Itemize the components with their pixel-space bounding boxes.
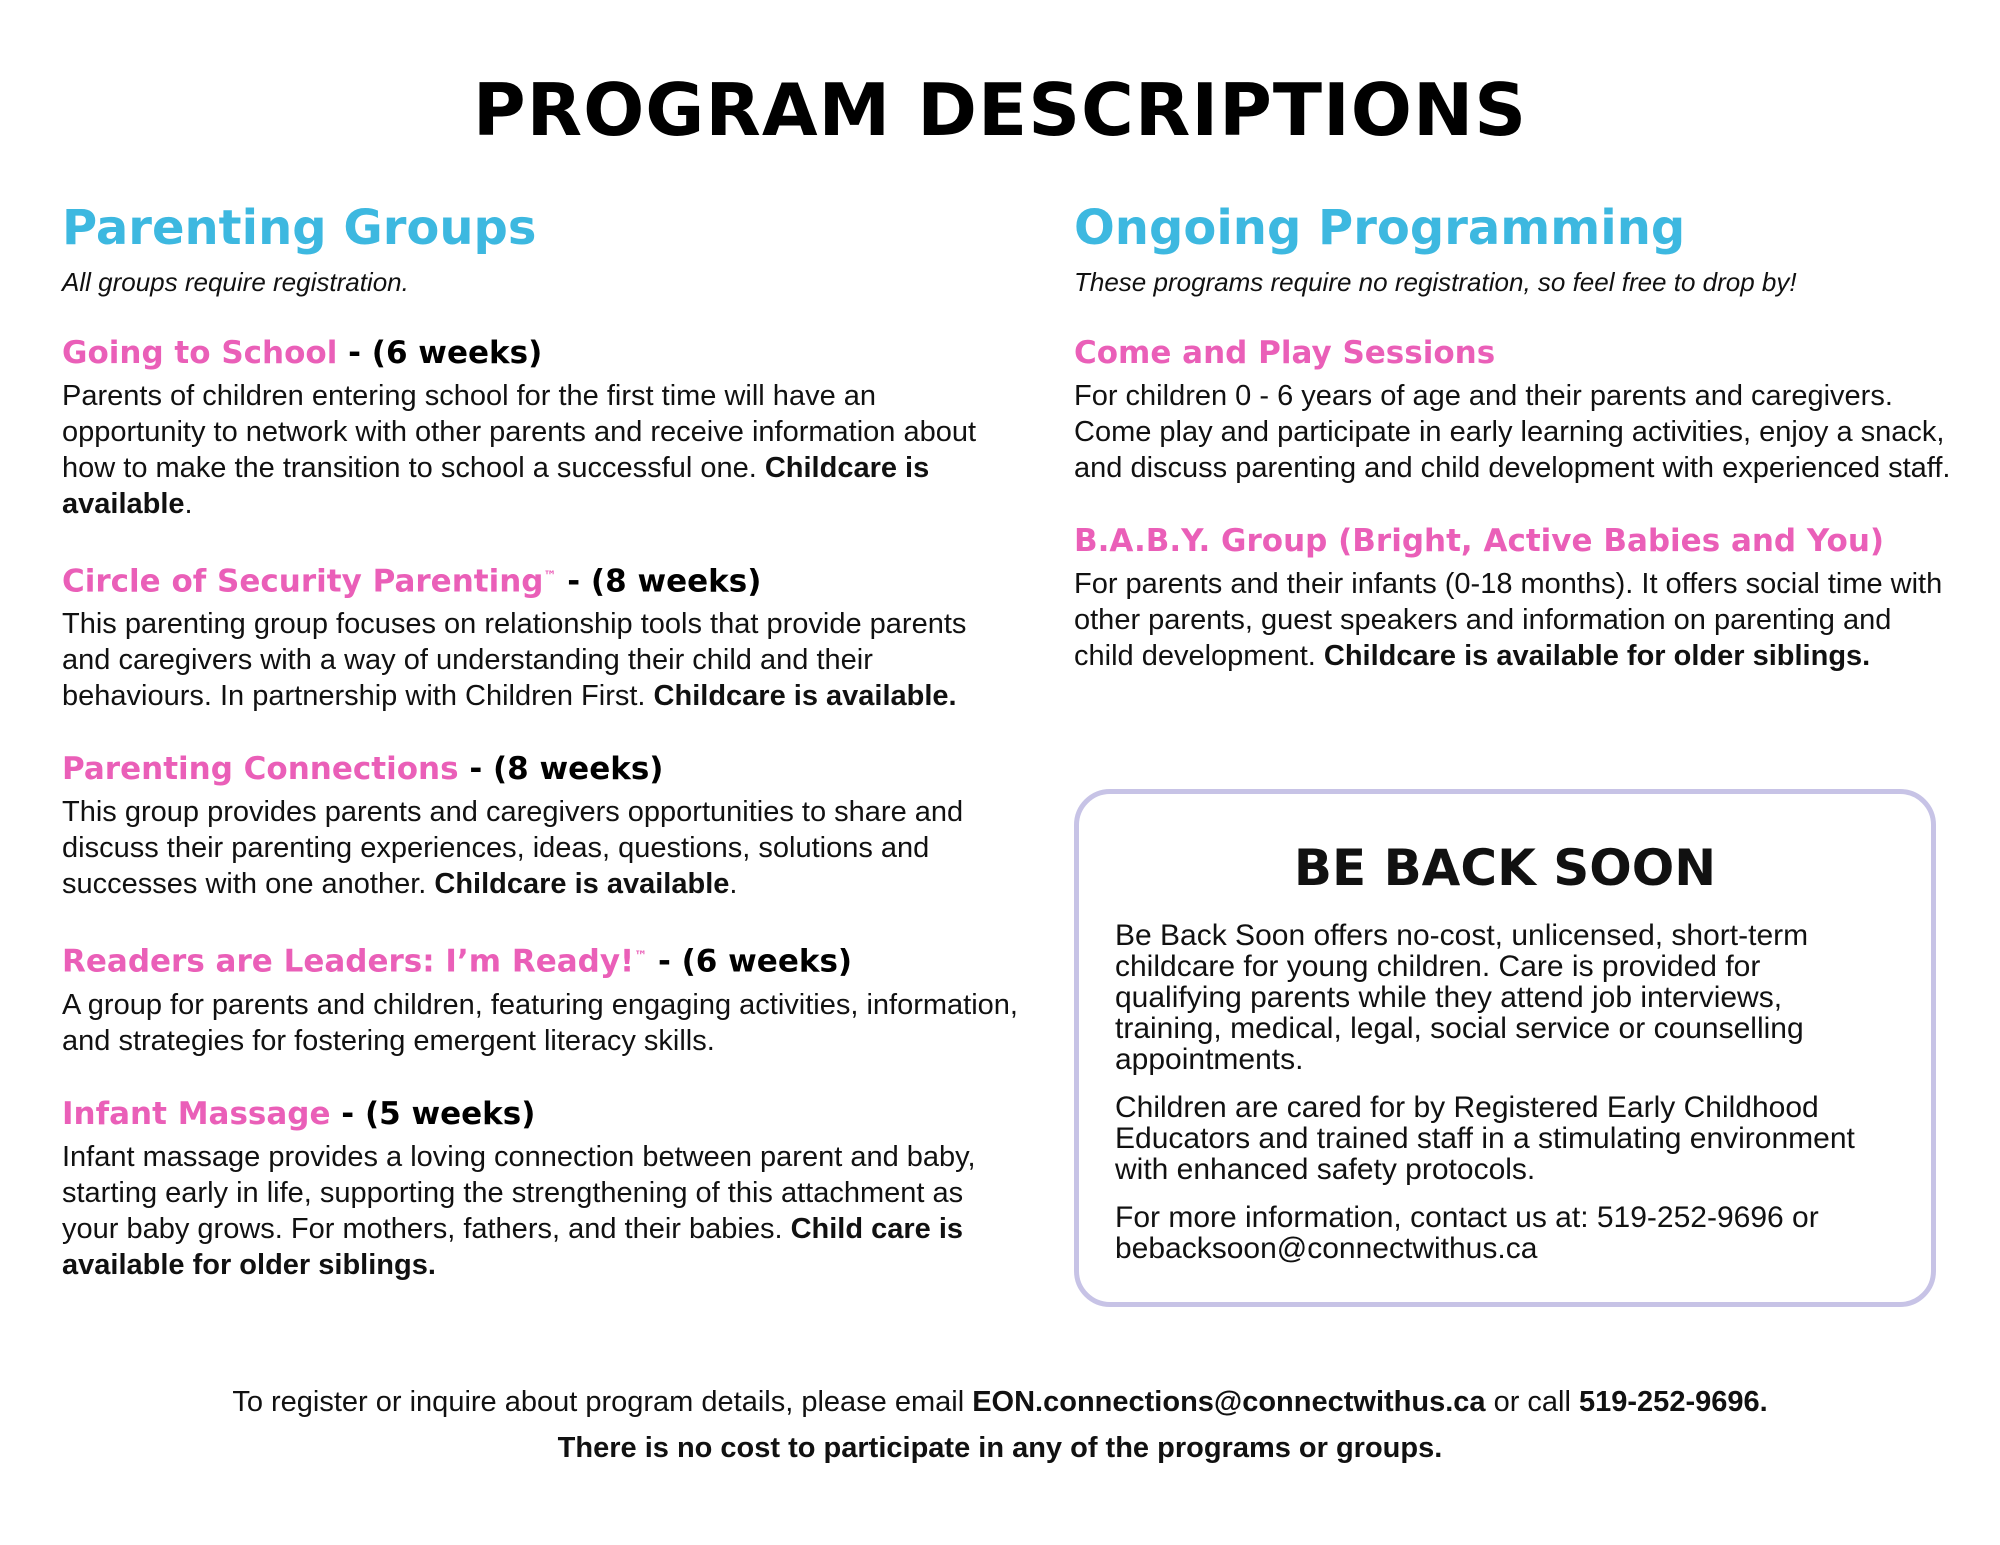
- be-back-soon-description: Be Back Soon offers no-cost, unlicensed, short-term childcare for young children. Care is provided for qualifying parents while they attend job interviews, training, medical, legal, social service or counselling appointments.: [1115, 919, 1809, 1076]
- program-name: B.A.B.Y. Group (Bright, Active Babies and You): [1074, 523, 1885, 559]
- program-heading: [62, 556, 1022, 602]
- program-description: [62, 794, 1022, 902]
- program-description-text: A group for parents and children, featuring engaging activities, information, and strategies for fostering emergent literacy skills.: [62, 988, 1018, 1057]
- footer-or-call-text: or call: [1485, 1386, 1580, 1418]
- program-duration: - (8 weeks): [556, 563, 762, 600]
- program-name: Going to School: [62, 335, 338, 371]
- footer-email-link[interactable]: EON.connections@connectwithus.ca: [972, 1386, 1486, 1418]
- footer-register-text: To register or inquire about program details, please email: [232, 1386, 973, 1418]
- program-childcare-note: Childcare is available: [434, 868, 730, 901]
- program-childcare-note: Childcare is available for older siblings.: [1323, 640, 1871, 672]
- program-description-text: For parents and their infants (0-18 months). It offers social time with other parents, guest speakers and information on parenting and child development.: [1074, 568, 1943, 672]
- program-heading: [62, 936, 1022, 982]
- program-item: [1074, 520, 1954, 674]
- program-item: [1074, 332, 1954, 486]
- program-description: [1074, 378, 1954, 486]
- program-description-text: This parenting group focuses on relationship tools that provide parents and caregivers with a way of understanding their child and their behaviours. In partnership with Children First.: [62, 608, 967, 713]
- page-title: PROGRAM DESCRIPTIONS: [472, 68, 1528, 152]
- program-description-text: For children 0 - 6 years of age and their parents and caregivers. Come play and participate in early learning activities, enjoy a snack, and discuss parenting and child development with experienced staff.: [1074, 380, 1951, 484]
- be-back-soon-contact: For more information, contact us at: 519-252-9696 or bebacksoon@connectwithus.ca: [1115, 1201, 1819, 1265]
- program-item: [62, 556, 1022, 714]
- program-description: [62, 1139, 1022, 1283]
- program-description: [62, 987, 1022, 1059]
- program-name: Parenting Connections: [62, 751, 459, 788]
- be-back-soon-title: BE BACK SOON: [1293, 839, 1717, 897]
- ongoing-programming-column: [1074, 198, 1954, 674]
- program-description-text: This group provides parents and caregivers opportunities to share and discuss their parenting experiences, ideas, questions, solutions and successes with one another.: [62, 796, 964, 901]
- program-item: [62, 936, 1022, 1058]
- ongoing-programming-title: Ongoing Programming: [1074, 200, 1686, 256]
- program-item: [62, 748, 1022, 902]
- program-heading: [62, 748, 1022, 790]
- program-description-text: Parents of children entering school for the first time will have an opportunity to network with other parents and receive information about how to make the transition to school a successful one.: [62, 380, 977, 484]
- program-name: Come and Play Sessions: [1074, 335, 1496, 371]
- program-heading: [62, 1093, 1022, 1135]
- program-duration: - (5 weeks): [330, 1095, 536, 1132]
- program-duration: - (6 weeks): [647, 943, 853, 980]
- program-duration: - (6 weeks): [337, 335, 543, 371]
- program-description-text: Infant massage provides a loving connection between parent and baby, starting early in life, supporting the strengthening of this attachment as your baby grows. For mothers, fathers, and their babies.: [62, 1140, 976, 1245]
- program-description: [62, 378, 1022, 522]
- program-childcare-note: Childcare is available.: [653, 680, 957, 713]
- parenting-groups-subtitle: All groups require registration.: [62, 267, 409, 297]
- be-back-soon-box: [1074, 789, 1936, 1307]
- footer-no-cost-line: There is no cost to participate in any of the programs or groups.: [557, 1432, 1443, 1464]
- footer-register-line: [0, 1384, 2000, 1420]
- program-name: Infant Massage: [62, 1095, 331, 1132]
- footer: [0, 1384, 2000, 1466]
- program-heading: [62, 332, 1022, 374]
- ongoing-programming-list: [1074, 332, 1954, 674]
- program-childcare-note: Child care is available for older siblings.: [62, 1212, 964, 1281]
- program-childcare-note: Childcare is available: [62, 452, 930, 520]
- footer-phone[interactable]: 519-252-9696.: [1579, 1386, 1768, 1418]
- parenting-groups-column: [62, 198, 1022, 1283]
- program-description: [1074, 566, 1954, 674]
- program-item: [62, 1093, 1022, 1283]
- program-duration: - (8 weeks): [458, 751, 664, 788]
- parenting-groups-list: [62, 332, 1022, 1283]
- program-item: [62, 332, 1022, 522]
- program-name: Readers are Leaders: I’m Ready!: [62, 943, 635, 980]
- be-back-soon-staff-info: Children are cared for by Registered Early Childhood Educators and trained staff in a stimulating environment with enhanced safety protocols.: [1115, 1091, 1855, 1186]
- program-heading: [1074, 520, 1954, 562]
- trademark-mark: ™: [634, 949, 648, 965]
- program-name: Circle of Security Parenting: [62, 563, 544, 600]
- parenting-groups-title: Parenting Groups: [62, 200, 537, 256]
- program-description-end: .: [184, 488, 193, 520]
- trademark-mark: ™: [543, 569, 557, 584]
- program-heading: [1074, 332, 1954, 374]
- program-description: [62, 606, 1022, 714]
- program-description-end: .: [729, 868, 738, 901]
- ongoing-programming-subtitle: These programs require no registration, so feel free to drop by!: [1074, 267, 1797, 297]
